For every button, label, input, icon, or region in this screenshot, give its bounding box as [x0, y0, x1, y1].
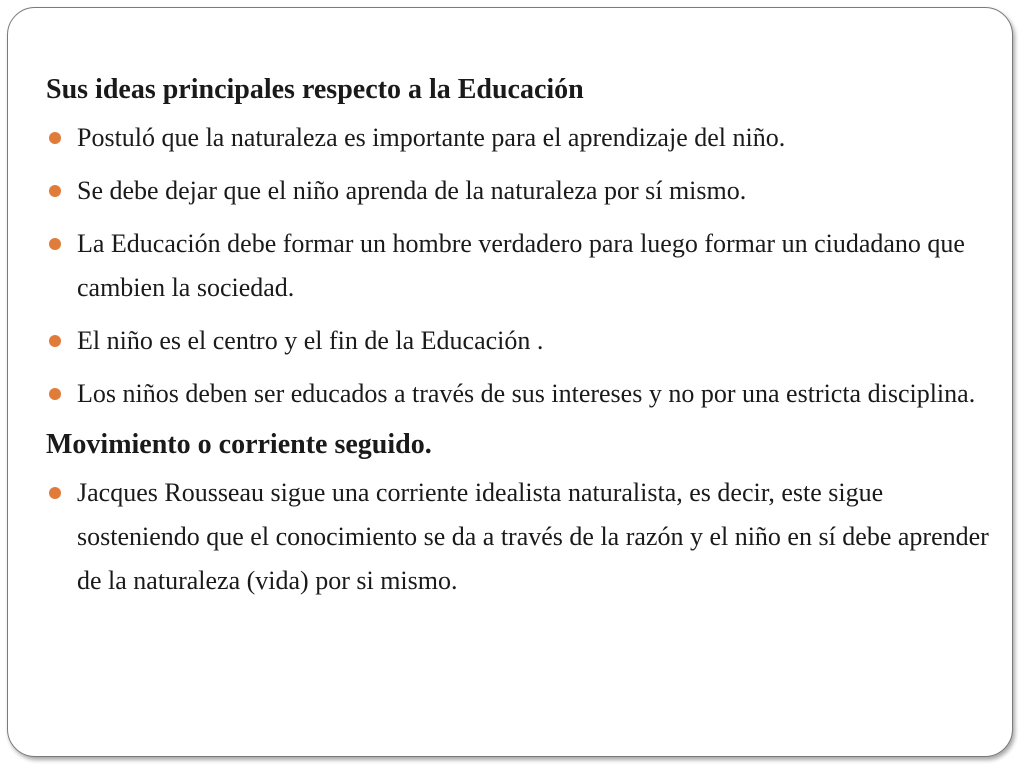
- ideas-list: [46, 116, 996, 416]
- list-item: [46, 169, 996, 213]
- bullet-text: Postuló que la naturaleza es importante para el aprendizaje del niño.: [77, 123, 786, 152]
- list-item: [46, 222, 996, 310]
- bullet-dot-icon: [49, 388, 61, 400]
- bullet-text: Los niños deben ser educados a través de sus intereses y no por una estricta disciplina.: [77, 379, 976, 408]
- section-heading-ideas: Sus ideas principales respecto a la Educación: [46, 74, 584, 105]
- list-item: [46, 319, 996, 363]
- section-heading-movement: Movimiento o corriente seguido.: [46, 429, 432, 460]
- movement-list: [46, 471, 996, 603]
- slide-frame: [7, 7, 1013, 757]
- bullet-text: Jacques Rousseau sigue una corriente idealista naturalista, es decir, este sigue sosteniendo que el conocimiento se da a través de la razón y el niño en sí debe aprender de la naturaleza (vida) por si mismo.: [77, 478, 989, 595]
- list-item: [46, 116, 996, 160]
- bullet-text: Se debe dejar que el niño aprenda de la naturaleza por sí mismo.: [77, 176, 747, 205]
- list-item: [46, 372, 996, 416]
- bullet-dot-icon: [49, 335, 61, 347]
- bullet-text: La Educación debe formar un hombre verdadero para luego formar un ciudadano que cambien la sociedad.: [77, 229, 965, 302]
- slide-content: [46, 70, 996, 612]
- bullet-text: El niño es el centro y el fin de la Educación .: [77, 326, 544, 355]
- list-item: [46, 471, 996, 603]
- bullet-dot-icon: [49, 487, 61, 499]
- bullet-dot-icon: [49, 185, 61, 197]
- bullet-dot-icon: [49, 238, 61, 250]
- bullet-dot-icon: [49, 132, 61, 144]
